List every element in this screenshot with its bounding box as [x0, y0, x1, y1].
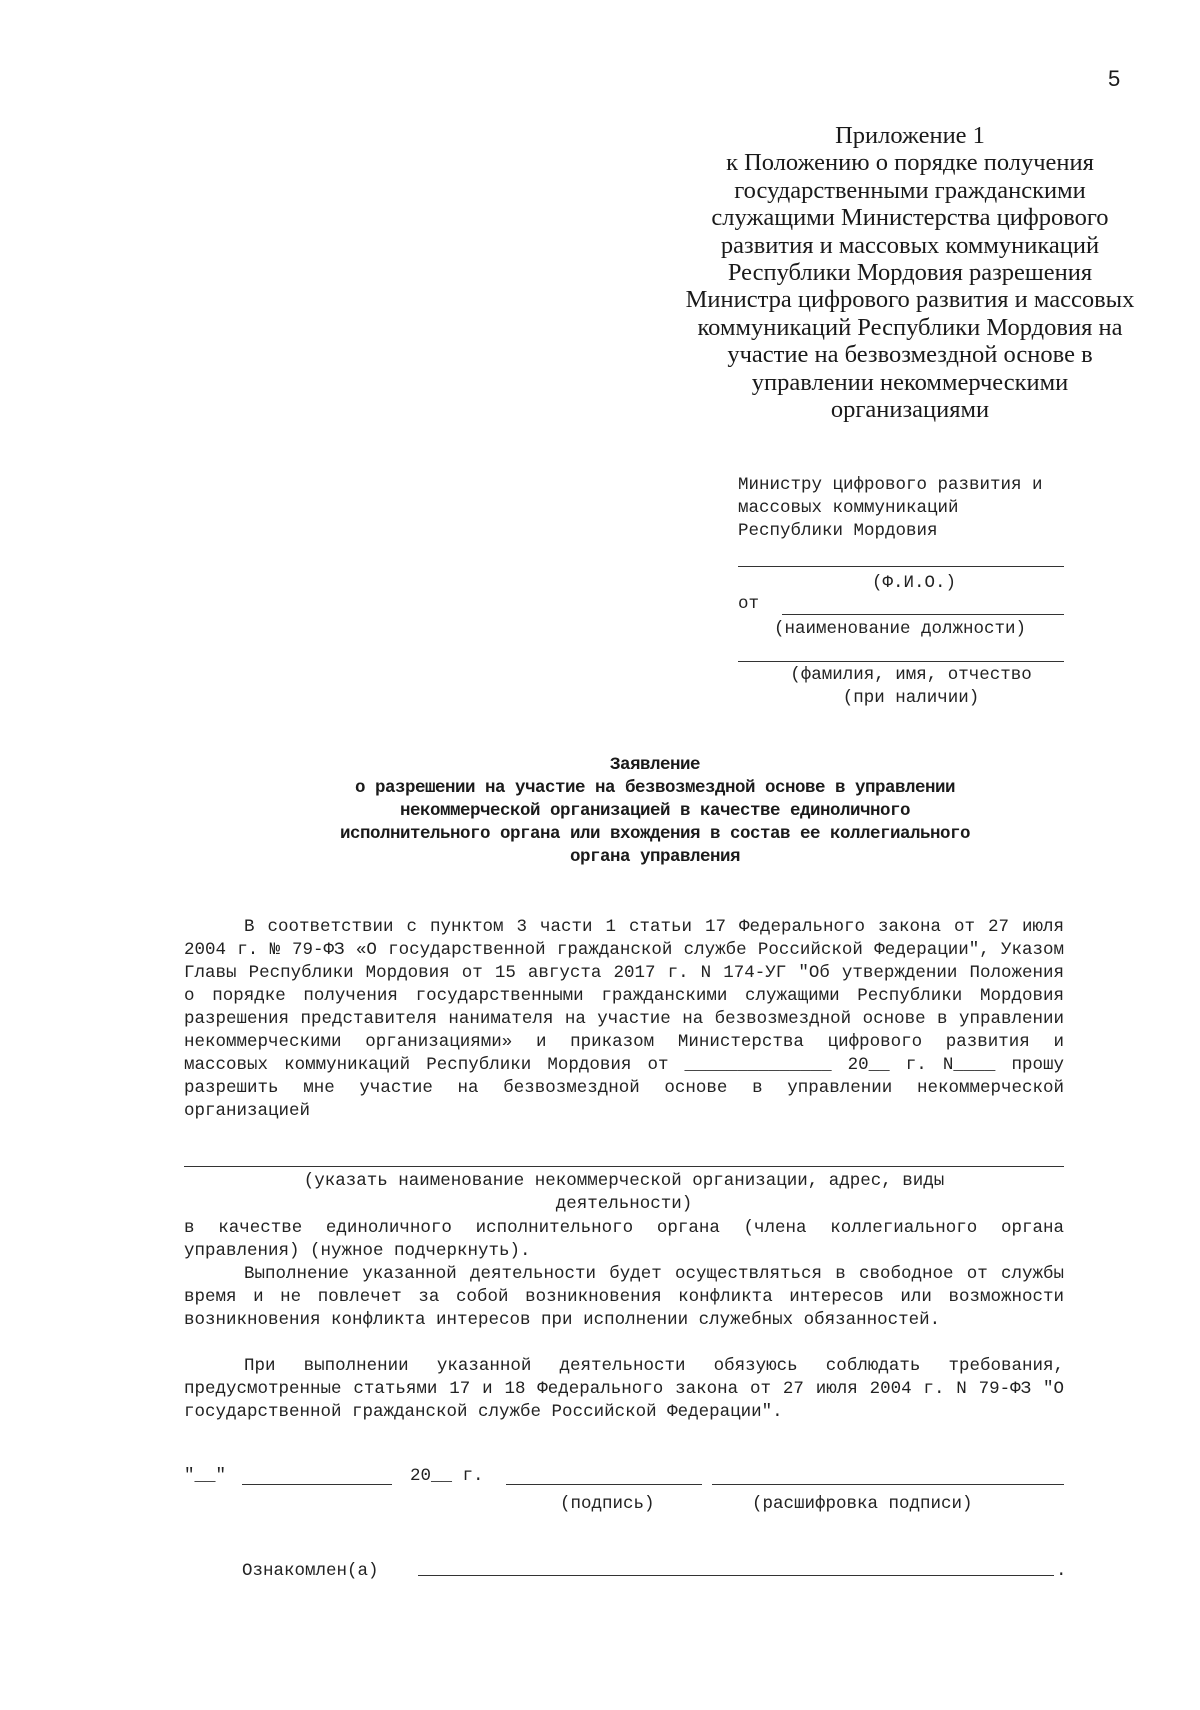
appendix-line: служащими Министерства цифрового	[711, 204, 1109, 232]
addressee-line: массовых коммуникаций	[738, 498, 959, 518]
page-number: 5	[1108, 66, 1121, 91]
appendix-line: к Положению о порядке получения	[726, 149, 1094, 177]
appendix-line: Приложение 1	[835, 122, 985, 149]
paragraph-2: в качестве единоличного исполнительного органа (члена коллегиального органа управления) (нужное подчеркнуть).	[184, 1218, 1064, 1261]
fio-caption: (Ф.И.О.)	[872, 573, 957, 593]
signature-decode-line[interactable]	[712, 1484, 1064, 1485]
paragraph-4: При выполнении указанной деятельности обязуюсь соблюдать требования, предусмотренные статьями 17 и 18 Федерального закона от 27 июля 2004 г. N 79-ФЗ "О государственной гражданской службе Российской Федерации".	[184, 1356, 1064, 1422]
paragraph-3: Выполнение указанной деятельности будет осуществляться в свободное от службы время и не повлечет за собой возникновения конфликта интересов или возможности возникновения конфликта интересов при исполнении служебных обязанностей.	[184, 1264, 1064, 1330]
addressee-line: Республики Мордовия	[738, 521, 938, 541]
document-title	[220, 754, 1090, 869]
fio-fill-line[interactable]	[738, 566, 1064, 567]
appendix-line: участие на безвозмездной основе в	[727, 341, 1093, 369]
appendix-line: развития и массовых коммуникаций	[720, 231, 1100, 259]
title-line: Заявление	[609, 755, 700, 775]
appendix-line: организациями	[830, 396, 990, 424]
appendix-line: государственными гражданскими	[734, 176, 1086, 204]
title-line: исполнительного органа или вхождения в состав ее коллегиального	[339, 824, 971, 844]
title-line: о разрешении на участие на безвозмездной основе в управлении	[354, 778, 956, 798]
signature-caption: (подпись)	[560, 1494, 655, 1514]
title-line: органа управления	[569, 847, 741, 867]
signature-line[interactable]	[506, 1484, 702, 1485]
date-day: "__"	[184, 1466, 227, 1486]
paragraph-1: В соответствии с пунктом 3 части 1 статьи 17 Федерального закона от 27 июля 2004 г. № 79-ФЗ «О государственной гражданской службе Российской Федерации", Указом Главы Республики Мордовия от 15 августа 2017 г. N 174-УГ "Об утверждении Положения о порядке получения государственными гражданскими служащими Республики Мордовия разрешения представителя нанимателя на участие на безвозмездной основе в управлении некоммерческими организациями» и приказом Министерства цифрового развития и массовых коммуникаций Республики Мордовия от ______________ 20__ г. N____ прошу разрешить мне участие на безвозмездной основе в управлении некоммерческой организацией	[184, 917, 1064, 1121]
organization-caption	[184, 1170, 1064, 1216]
addressee-line: Министру цифрового развития и	[738, 475, 1043, 495]
name-caption-line: (фамилия, имя, отчество	[790, 665, 1032, 685]
addressee-block	[738, 474, 1118, 543]
acknowledgement-label: Ознакомлен(а)	[242, 1561, 379, 1581]
appendix-line: коммуникаций Республики Мордовия на	[697, 313, 1123, 341]
organization-caption-line: (указать наименование некоммерческой организации, адрес, виды	[303, 1171, 945, 1191]
position-caption: (наименование должности)	[774, 619, 1027, 639]
appendix-line: Республики Мордовия разрешения	[727, 259, 1093, 287]
organization-caption-line: деятельности)	[555, 1194, 693, 1214]
appendix-line: Министра цифрового развития и массовых	[685, 286, 1135, 314]
acknowledgement-fill-line[interactable]	[418, 1575, 1054, 1576]
appendix-header	[660, 122, 1160, 423]
from-label: от	[738, 594, 760, 614]
signature-decode-caption: (расшифровка подписи)	[752, 1494, 973, 1514]
organization-fill-line[interactable]	[184, 1166, 1064, 1167]
name-caption	[766, 664, 1056, 710]
appendix-line: управлении некоммерческими	[751, 368, 1069, 396]
name-fill-line[interactable]	[738, 661, 1064, 662]
date-year: 20__ г.	[410, 1466, 484, 1486]
title-line: некоммерческой организацией в качестве единоличного	[399, 801, 911, 821]
position-fill-line[interactable]	[782, 614, 1064, 615]
acknowledgement-end: .	[1056, 1561, 1067, 1581]
date-month-line[interactable]	[242, 1484, 392, 1485]
name-caption-line: (при наличии)	[842, 688, 980, 708]
